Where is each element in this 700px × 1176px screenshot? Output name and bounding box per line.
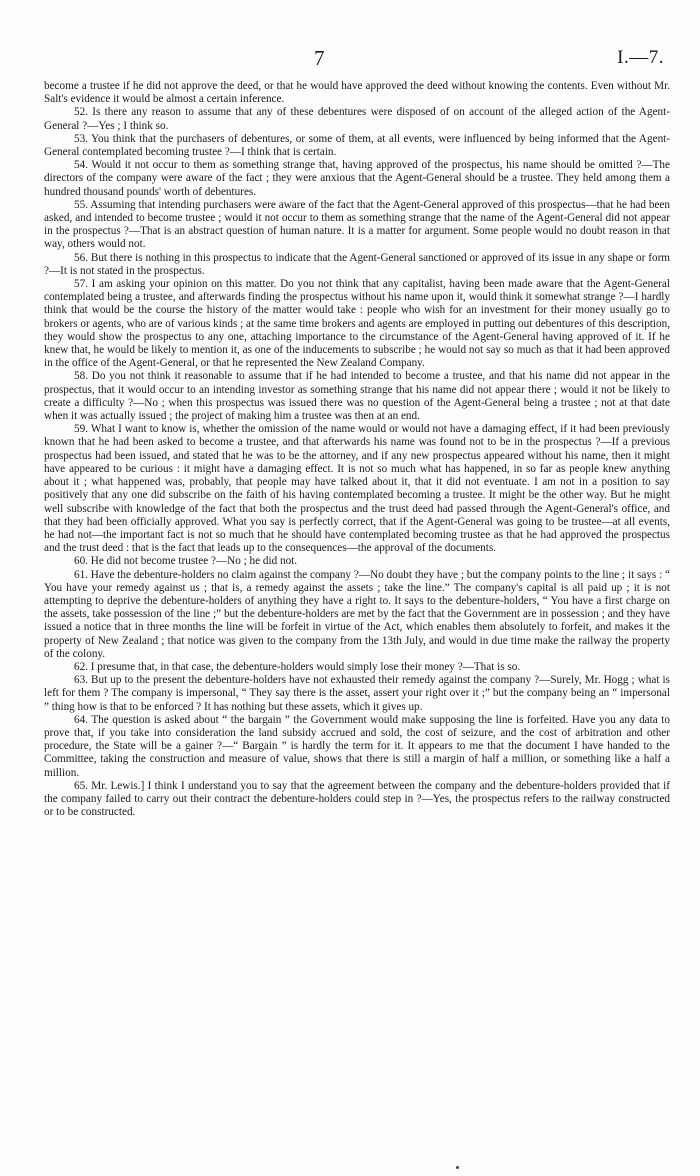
paragraph-q65: 65. Mr. Lewis.] I think I understand you to say that the agreement between the company and the debenture-holders provided that if the company failed to carry out their contract the debenture-holders could step in ?—Yes, the prospectus refers to the railway constructed or to be constructed. xyxy=(44,779,670,819)
paragraph-q56: 56. But there is nothing in this prospectus to indicate that the Agent-General sanctioned or approved of its issue in any shape or form ?—It is not stated in the prospectus. xyxy=(44,251,670,277)
paragraph-q59: 59. What I want to know is, whether the omission of the name would or would not have a damaging effect, if it had been previously known that he had been asked to become a trustee, and that afterwards his name was found not to be in the prospectus ?—If a previous prospectus had been issued, and stated that he was to be the attorney, and if any new prospectus appeared without his name, then it might have appeared to be curious : it might have a damaging effect. It is not so much what has happened, in so far as people knew anything about it ; what happened was, probably, that people may have talked about it, that it did not eventuate. I am not in a position to say positively that any one did subscribe on the faith of his having contemplated becoming a trustee. It might be the other way. But he might well subscribe with knowledge of the fact that both the prospectus and the trust deed had passed through the Agent-General's office, and that they had been officially approved. What you say is perfectly correct, that if the Agent-General was going to be trustee—at all events, he had not—the important fact is not so much that he should have contemplated becoming trustee as that he had approved the prospectus and the trust deed : that is the fact that leads up to the consequences—the approval of the documents. xyxy=(44,423,670,555)
minutes-body xyxy=(44,80,670,819)
paper-reference: I.—7. xyxy=(617,47,664,68)
paragraph-q58: 58. Do you not think it reasonable to assume that if he had intended to become a trustee, and that his name did not appear in the prospectus, that it would occur to an intending investor as something strange that his name did not appear there ; would it not be likely to create a difficulty ?—No ; when this prospectus was issued there was no question of the Agent-General being a trustee ; not at that date when it was actually issued ; the project of making him a trustee was then at an end. xyxy=(44,370,670,423)
paragraph-q60: 60. He did not become trustee ?—No ; he did not. xyxy=(74,555,298,568)
paragraph-continuation: become a trustee if he did not approve the deed, or that he would have approved the deed without knowing the contents. Even without Mr. Salt's evidence it would be almost a certain inference. xyxy=(44,80,670,106)
paragraph-q54: 54. Would it not occur to them as something strange that, having approved of the prospectus, his name should be omitted ?—The directors of the company were aware of the fact ; they were anxious that the Agent-General should be a trustee. They held among them a hundred thousand pounds' worth of debentures. xyxy=(44,159,670,198)
paragraph-q55: 55. Assuming that intending purchasers were aware of the fact that the Agent-General approved of this prospectus—that he had been asked, and intended to become trustee ; would it not occur to them as something strange that the name of the Agent-General did not appear in the prospectus ?—That is an abstract question of human nature. It is a matter for argument. Some people would no doubt reason in that way, others would not. xyxy=(44,198,670,251)
paragraph-q53: 53. You think that the purchasers of debentures, or some of them, at all events, were influenced by being informed that the Agent-General contemplated becoming trustee ?—I think that is certain. xyxy=(44,132,670,159)
paragraph-q57: 57. I am asking your opinion on this matter. Do you not think that any capitalist, having been made aware that the Agent-General contemplated being a trustee, and afterwards finding the prospectus without his name upon it, would think it somewhat strange ?—I hardly think that would be the course the history of the matter would take : people who wish for an investment for their money usually go to brokers or agents, who are of various kinds ; at the same time brokers and agents are employed in putting out debentures of this description, they would show the prospectus to any one, attaching importance to the circumstance of the Agent-General having approved of it. If he knew that, he would be likely to mention it, as one of the inducements to subscribe ; he would not say so much as that it had been approved in the office of the Agent-General, or that he represented the New Zealand Company. xyxy=(44,278,670,370)
print-speck xyxy=(456,1166,459,1169)
paragraph-q63: 63. But up to the present the debenture-holders have not exhausted their remedy against the company ?—Surely, Mr. Hogg ; what is left for them ? The company is impersonal, “ They say there is the asset, assert your right over it ;” but the company being an “ impersonal ” thing how is that to be enforced ? It has nothing but these assets, which it gives up. xyxy=(44,674,670,713)
paragraph-q52: 52. Is there any reason to assume that any of these debentures were disposed of on account of the alleged action of the Agent-General ?—Yes ; I think so. xyxy=(44,106,670,132)
page-number: 7 xyxy=(314,46,325,70)
paragraph-q61: 61. Have the debenture-holders no claim against the company ?—No doubt they have ; but the company points to the line ; it says : “ You have your remedy against us ; that is, a remedy against the assets ; take the line.” The company's capital is all paid up ; it is not attempting to deprive the debenture-holders of anything they have a right to. It says to the debenture-holders, “ You have a first charge on the assets, take possession of the line ;” but the debenture-holders are met by the fact that the Government are in possession ; and they have issued a notice that in three months the line will be forfeit in virtue of the Act, which enables them absolutely to forfeit, and makes it the property of New Zealand ; that notice was given to the company from the 13th July, and would in due time make the railway the property of the colony. xyxy=(44,568,670,660)
paragraph-q64: 64. The question is asked about “ the bargain ” the Government would make supposing the line is forfeited. Have you any data to prove that, if you take into consideration the land subsidy accrued and sold, the cost of seizure, and the cost of arbitration and other procedure, the State will be a gainer ?—“ Bargain ” is hardly the term for it. It appears to me that the document I have handed to the Committee, taking the construction and measure of value, shows that there is still a margin of half a million, or something like a half a million. xyxy=(44,713,670,779)
page-header xyxy=(0,46,700,70)
paragraph-q62: 62. I presume that, in that case, the debenture-holders would simply lose their money ?—That is so. xyxy=(74,660,521,673)
